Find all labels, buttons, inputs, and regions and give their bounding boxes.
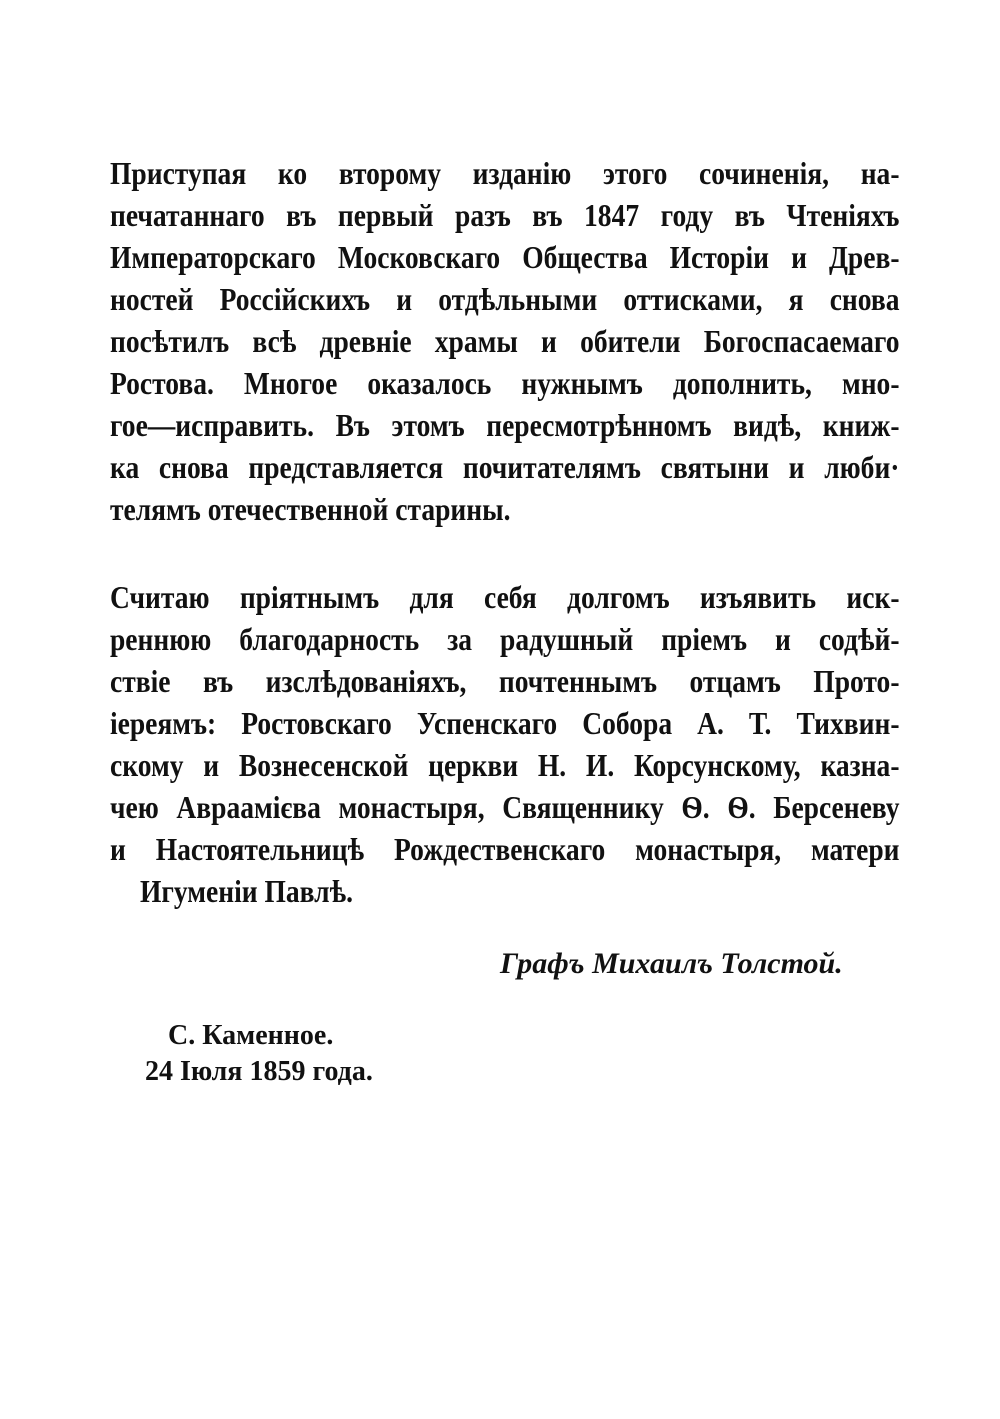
text-line: Приступая ко второму изданію этого сочиненія, на-	[110, 155, 900, 191]
place-of-writing: С. Каменное.	[168, 1020, 334, 1051]
text-line: ствіе въ изслѣдованіяхъ, почтеннымъ отцамъ Прото-	[110, 663, 900, 699]
text-line: ка снова представляется почитателямъ святыни и люби·	[110, 449, 900, 485]
text-line: Императорскаго Московскаго Общества Исторіи и Древ-	[110, 239, 900, 275]
text-line: и Настоятельницѣ Рождественскаго монастыря, матери	[110, 831, 900, 867]
text-line: гое—исправить. Въ этомъ пересмотрѣнномъ видѣ, книж-	[110, 407, 900, 443]
text-line: Игуменіи Павлѣ.	[140, 873, 353, 909]
text-line: телямъ отечественной старины.	[110, 491, 511, 527]
text-line: скому и Вознесенской церкви Н. И. Корсунскому, казна-	[110, 747, 900, 783]
text-line: реннюю благодарность за радушный пріемъ и содѣй-	[110, 621, 900, 657]
text-line: Считаю пріятнымъ для себя долгомъ изъявить иск-	[110, 579, 900, 615]
author-signature: Графъ Михаилъ Толстой.	[500, 947, 843, 980]
text-line: іереямъ: Ростовскаго Успенскаго Собора А. Т. Тихвин-	[110, 705, 900, 741]
date-of-writing: 24 Іюля 1859 года.	[145, 1056, 373, 1087]
text-line: посѣтилъ всѣ древніе храмы и обители Богоспасаемаго	[110, 323, 900, 359]
text-line: печатаннаго въ первый разъ въ 1847 году въ Чтеніяхъ	[110, 197, 900, 233]
text-line: чею Авраамієва монастыря, Священнику Ѳ. Ѳ. Берсеневу	[110, 789, 900, 825]
text-line: Ростова. Многое оказалось нужнымъ дополнить, мно-	[110, 365, 900, 401]
text-line: ностей Россійскихъ и отдѣльными оттисками, я снова	[110, 281, 900, 317]
